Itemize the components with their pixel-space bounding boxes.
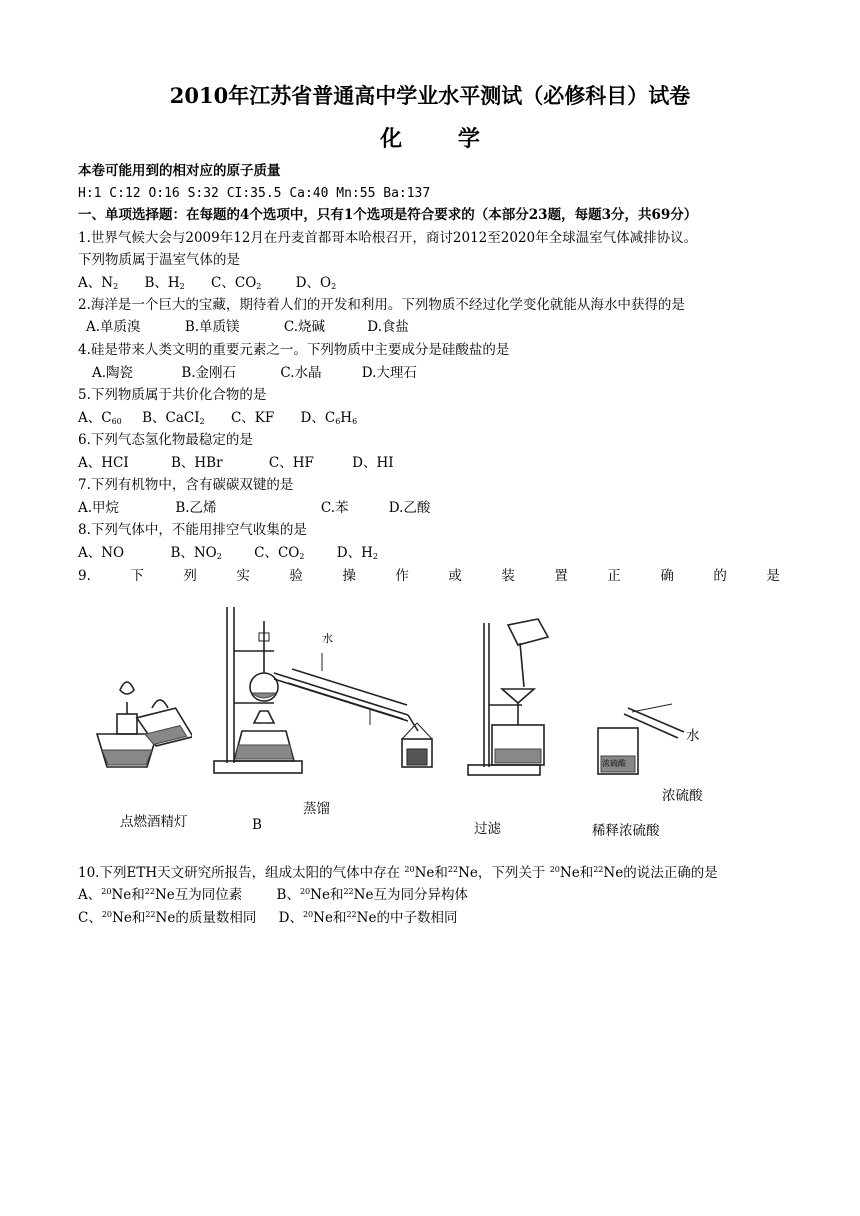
q2-option-c: C.烧碱 (283, 319, 325, 335)
water-label: 水 (686, 728, 700, 744)
caption-d: 稀释浓硫酸 (592, 823, 660, 839)
q10-stem: 10.下列ETH天文研究所报告，组成太阳的气体中存在 $^{20}$Ne和$^{22}$Ne，下列关于 $^{20}$Ne和$^{22}$Ne的说法正确的是 (78, 865, 718, 881)
distillation-apparatus-figure (212, 603, 452, 775)
q1-stem-line1: 1.世界气候大会与2009年12月在丹麦首都哥本哈根召开，商讨2012至2020年全球温室气体减排协议。 (78, 230, 698, 246)
q7-options (78, 500, 430, 517)
filtration-apparatus-figure (462, 617, 552, 777)
q2-option-d: D.食盐 (367, 319, 409, 335)
caption-a: 点燃酒精灯 (120, 814, 188, 830)
caption-c: 过滤 (474, 821, 501, 837)
q4-option-b: B.金刚石 (181, 365, 237, 381)
caption-b-name: 蒸馏 (303, 801, 330, 817)
q10-option-a: A、$^{20}$Ne和$^{22}$Ne互为同位素 (78, 887, 243, 903)
q2-option-b: B.单质镁 (184, 319, 240, 335)
q6-option-d: D、HI (352, 455, 394, 471)
q7-option-b: B.乙烯 (175, 500, 217, 516)
atomic-mass-label: 本卷可能用到的相对应的原子质量 (78, 163, 281, 179)
q6-option-a: A、HCI (78, 455, 129, 471)
q10-options-cd (78, 906, 457, 927)
caption-b-letter: B (252, 817, 262, 833)
q8-option-b: B、$NO_2$ (170, 545, 222, 561)
q5-option-c: C、KF (230, 410, 275, 426)
q10-option-d: D、$^{20}$Ne和$^{22}$Ne的中子数相同 (278, 910, 458, 926)
q8-option-a: A、NO (78, 545, 125, 561)
q4-options (92, 365, 417, 382)
q8-option-d: D、$H_2$ (336, 545, 378, 561)
q6-option-c: C、HF (268, 455, 314, 471)
q1-option-c: C、$CO_2$ (211, 275, 262, 291)
q5-option-a: A、$C_{60}$ (78, 410, 122, 426)
section1-heading: 一、单项选择题：在每题的4个选项中，只有1个选项是符合要求的（本部分23题，每题3分，共69分） (78, 207, 698, 223)
q2-options (86, 319, 409, 336)
q10-option-b: B、$^{20}$Ne和$^{22}$Ne互为同分异构体 (276, 887, 468, 903)
q7-option-c: C.苯 (320, 500, 349, 516)
q4-stem: 4.硅是带来人类文明的重要元素之一。下列物质中主要成分是硅酸盐的是 (78, 342, 510, 358)
beaker-content-label: 浓硫酸 (602, 759, 626, 768)
q4-option-d: D.大理石 (361, 365, 417, 381)
q9-stem: 9. 下 列 实 验 操 作 或 装 置 正 确 的 是 (78, 568, 780, 584)
q8-options (78, 545, 378, 565)
q1-option-d: D、$O_2$ (295, 275, 337, 291)
q6-options (78, 455, 394, 472)
q6-option-b: B、HBr (170, 455, 223, 471)
q2-stem: 2.海洋是一个巨大的宝藏，期待着人们的开发和利用。下列物质不经过化学变化就能从海水中获得的是 (78, 297, 685, 313)
q1-options (78, 275, 336, 295)
q1-option-b: B、$H_2$ (144, 275, 185, 291)
atomic-mass-values: H:1 C:12 O:16 S:32 CI:35.5 Ca:40 Mn:55 Ba:137 (78, 186, 431, 201)
dilute-acid-figure (592, 702, 692, 782)
q5-option-d: D、$C_6H_6$ (300, 410, 358, 426)
q6-stem: 6.下列气态氢化物最稳定的是 (78, 432, 253, 448)
q2-option-a: A.单质溴 (86, 319, 141, 335)
q5-options (78, 410, 357, 430)
conc-acid-label: 浓硫酸 (662, 788, 703, 804)
q5-stem: 5.下列物质属于共价化合物的是 (78, 387, 267, 403)
q8-stem: 8.下列气体中，不能用排空气收集的是 (78, 522, 307, 538)
q1-stem-line2: 下列物质属于温室气体的是 (78, 252, 240, 268)
water-label-distillation: 水 (322, 632, 333, 645)
q7-option-d: D.乙酸 (388, 500, 431, 516)
q5-option-b: B、CaCI$_2$ (142, 410, 205, 426)
subject-title: 化 学 (380, 126, 504, 152)
q7-stem: 7.下列有机物中，含有碳碳双键的是 (78, 477, 294, 493)
q10-option-c: C、$^{20}$Ne和$^{22}$Ne的质量数相同 (78, 910, 257, 926)
q10-options-ab (78, 883, 468, 904)
q8-option-c: C、$CO_2$ (254, 545, 305, 561)
q1-option-a: A、$N_2$ (78, 275, 119, 291)
q4-option-c: C.水晶 (280, 365, 322, 381)
alcohol-lamp-lighting-figure (92, 672, 192, 777)
q7-option-a: A.甲烷 (78, 500, 120, 516)
exam-title: 2010年江苏省普通高中学业水平测试（必修科目）试卷 (169, 83, 691, 108)
q4-option-a: A.陶瓷 (92, 365, 134, 381)
